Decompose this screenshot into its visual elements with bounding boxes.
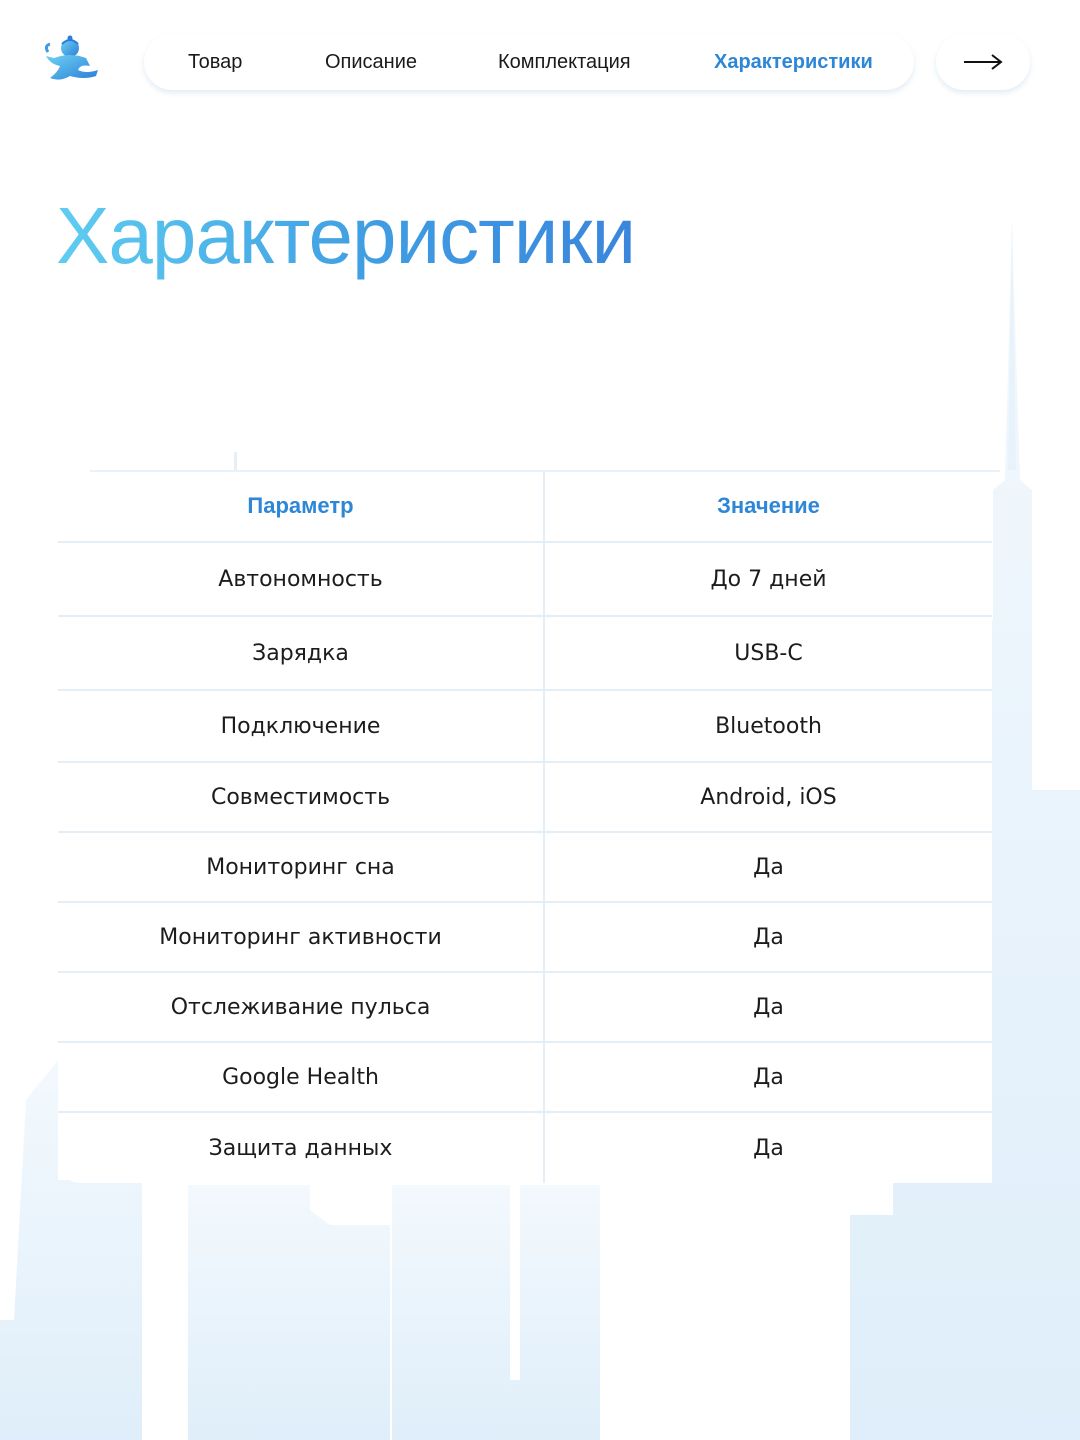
arrow-right-icon [962, 52, 1004, 72]
table-row [58, 1113, 992, 1183]
param-cell: Мониторинг сна [58, 833, 545, 901]
value-cell: Bluetooth [715, 713, 822, 739]
table-row [58, 543, 992, 617]
table-row [58, 973, 992, 1043]
table-row [58, 903, 992, 973]
value-cell: Да [753, 1064, 784, 1090]
nav-tab-product[interactable]: Товар [188, 51, 243, 73]
table-row [58, 763, 992, 833]
nav-tab-description[interactable]: Описание [325, 51, 418, 73]
nav-tab-package[interactable]: Комплектация [498, 51, 631, 73]
column-header-value: Значение [717, 493, 820, 518]
param-cell: Совместимость [58, 763, 545, 831]
page-title: Характеристики [56, 186, 635, 286]
param-cell: Автономность [58, 543, 545, 615]
value-cell: Android, iOS [700, 784, 837, 810]
value-cell: Да [753, 994, 784, 1020]
value-cell: Да [753, 924, 784, 950]
divider [90, 470, 1000, 472]
next-button[interactable] [936, 34, 1030, 90]
table-row [58, 833, 992, 903]
param-cell: Отслеживание пульса [58, 973, 545, 1041]
genie-icon[interactable] [40, 34, 104, 90]
value-cell: Да [753, 1135, 784, 1161]
specs-table [58, 471, 992, 1183]
value-cell: USB-C [734, 640, 803, 666]
column-header-param: Параметр [58, 471, 545, 541]
param-cell: Защита данных [58, 1113, 545, 1183]
param-cell: Подключение [58, 691, 545, 761]
param-cell: Зарядка [58, 617, 545, 689]
table-row [58, 691, 992, 763]
value-cell: До 7 дней [710, 566, 827, 592]
table-row [58, 617, 992, 691]
section-nav [144, 34, 914, 90]
nav-tab-specs[interactable]: Характеристики [714, 51, 873, 73]
table-header-row [58, 471, 992, 543]
param-cell: Google Health [58, 1043, 545, 1111]
param-cell: Мониторинг активности [58, 903, 545, 971]
table-row [58, 1043, 992, 1113]
value-cell: Да [753, 854, 784, 880]
